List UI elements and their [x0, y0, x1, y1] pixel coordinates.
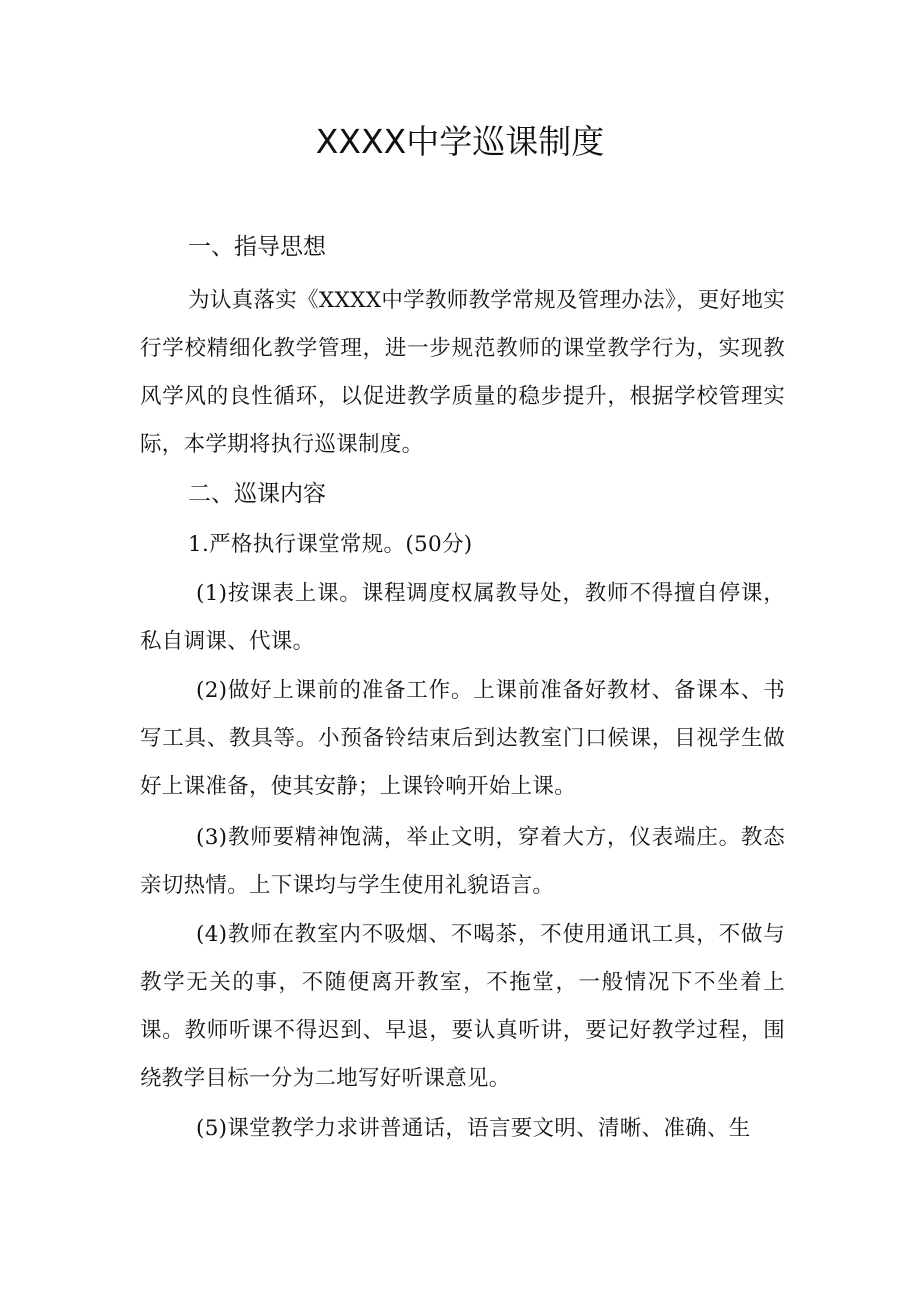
section-heading-inspection-content: 二、巡课内容 [188, 481, 326, 507]
paragraph-item-1: 1.严格执行课堂常规。(50分) [188, 532, 473, 557]
paragraph-item-1-1: (1)按课表上课。课程调度权属教导处，教师不得擅自停课，私自调课、代课。 [140, 581, 785, 654]
paragraph-item-1-4: (4)教师在教室内不吸烟、不喝茶，不使用通讯工具，不做与教学无关的事，不随便离开教室，不拖堂，一般情况下不坐着上课。教师听课不得迟到、早退，要认真听讲，要记好教学过程，围绕教学目标一分为二地写好听课意见。 [140, 922, 785, 1091]
paragraph-item-1-5: (5)课堂教学力求讲普通话，语言要文明、清晰、准确、生 [196, 1116, 751, 1141]
section-heading-guiding-ideology: 一、指导思想 [188, 234, 326, 260]
paragraph-guiding-ideology: 为认真落实《XXXX中学教师教学常规及管理办法》，更好地实行学校精细化教学管理，进一步规范教师的课堂教学行为，实现教风学风的良性循环，以促进教学质量的稳步提升，根据学校管理实际，本学期将执行巡课制度。 [140, 288, 785, 457]
document-title: XXXX中学巡课制度 [315, 122, 605, 161]
paragraph-item-1-3: (3)教师要精神饱满，举止文明，穿着大方，仪表端庄。教态亲切热情。上下课均与学生使用礼貌语言。 [140, 825, 785, 898]
paragraph-item-1-2: (2)做好上课前的准备工作。上课前准备好教材、备课本、书写工具、教具等。小预备铃结束后到达教室门口候课，目视学生做好上课准备，使其安静；上课铃响开始上课。 [140, 678, 785, 799]
